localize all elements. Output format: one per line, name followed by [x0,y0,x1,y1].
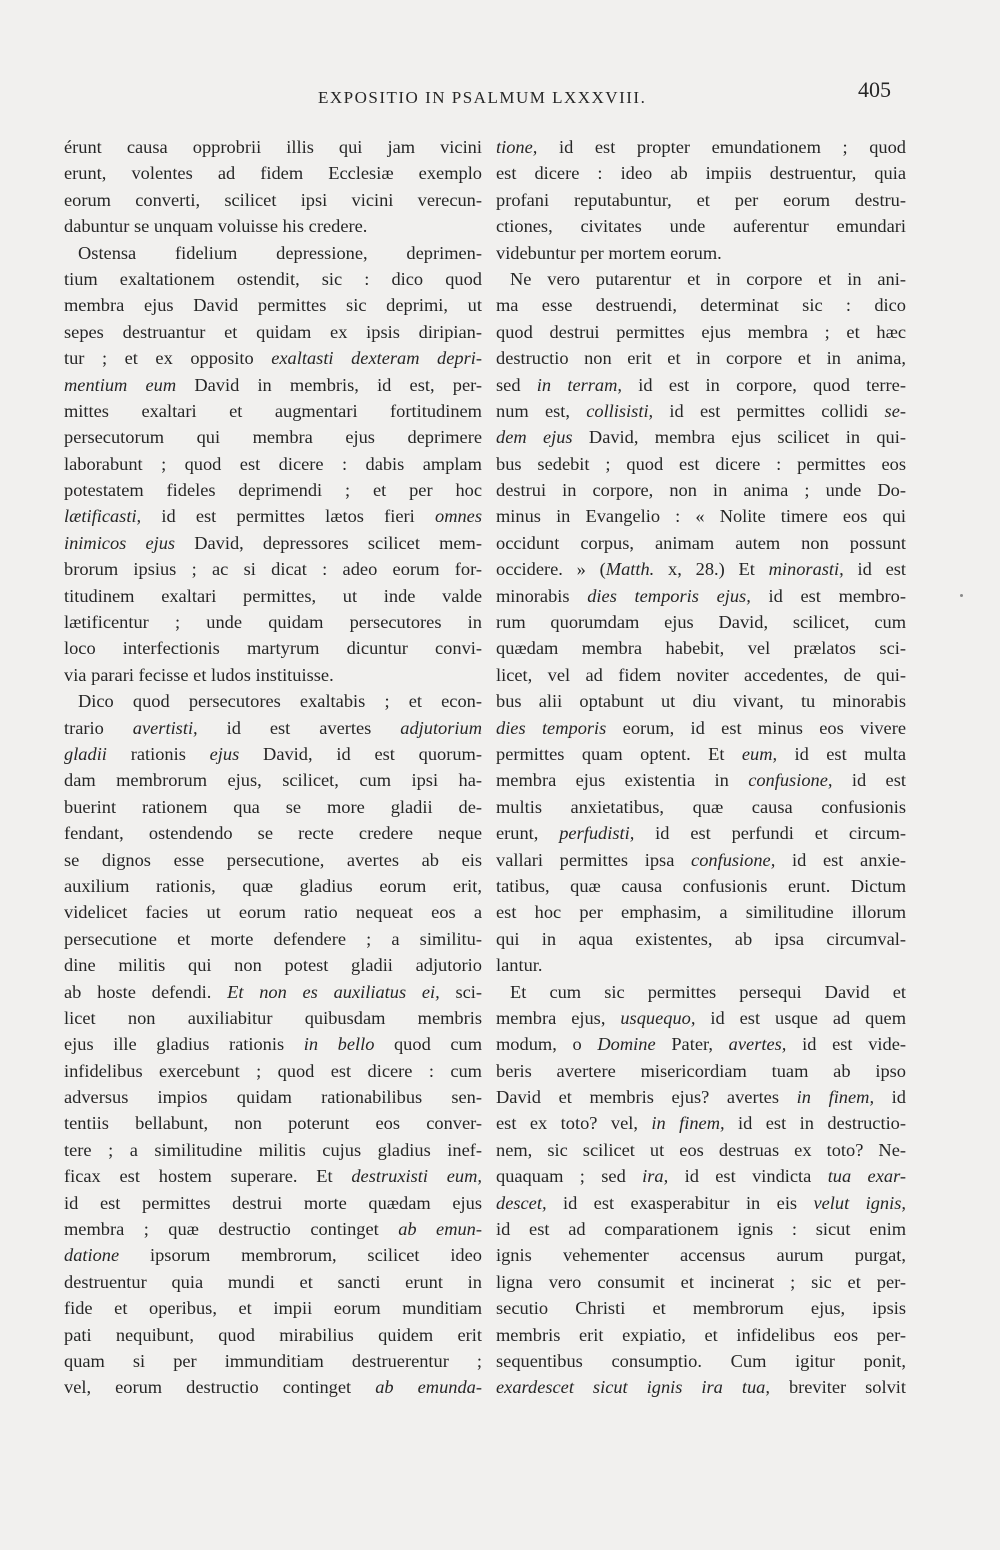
text-run: Pater, [655,1034,729,1055]
text-run: quod cum [374,1034,483,1055]
italic-quotation: dem ejus [496,427,573,448]
text-run: id est usque ad quem [695,1007,907,1028]
text-run: id est permittes lætos fieri [141,506,435,527]
right-column-line [496,1031,906,1057]
text-run: secutio Christi et membrorum ejus, ipsis [496,1298,906,1319]
left-column-line [64,1295,482,1321]
text-run: destrui in corpore, non in anima ; unde Do- [496,480,906,501]
left-column-line [64,847,482,873]
right-column-line [496,635,906,661]
text-run: erunt, volentes ad fidem Ecclesiæ exemplo [64,163,482,184]
text-run: id est in corpore, quod terre- [622,374,906,395]
italic-quotation: ira, [642,1166,669,1187]
right-text-column [496,134,906,1401]
text-run: vel, eorum destructio continget [64,1377,376,1398]
text-run: vallari permittes ipsa [496,849,692,870]
right-column-line [496,266,906,292]
right-column-line [496,609,906,635]
left-column-line [64,1348,482,1374]
text-run: quam si per immunditiam destruerentur ; [64,1350,482,1371]
text-run: sepes destruantur et quidam ex ipsis diripian- [64,321,482,342]
left-column-line [64,1242,482,1268]
left-column-line [64,1058,482,1084]
text-run: ipsorum membrorum, scilicet ideo [119,1245,482,1266]
left-column-line [64,873,482,899]
text-run: eorum converti, scilicet ipsi vicini verecun- [64,189,482,210]
text-run: érunt causa opprobrii illis qui jam vicini [64,137,482,157]
left-column-line [64,266,482,292]
italic-quotation: in finem, [651,1113,725,1134]
italic-quotation: ab emunda- [375,1377,482,1398]
text-run: trario [64,717,133,738]
text-run: breviter solvit [769,1377,906,1398]
text-run: minus in Evangelio : « Nolite timere eos qui [496,506,906,527]
text-run: x, 28.) Et [654,559,769,580]
text-run: persecutorum qui membra ejus deprimere [64,427,482,448]
text-run: David et membris ejus? avertes [496,1087,797,1108]
text-run: ficax est hostem superare. Et [64,1166,352,1187]
italic-quotation: datione [64,1245,120,1266]
text-run: id est perfundi et circum- [634,823,907,844]
running-title: EXPOSITIO IN PSALMUM LXXXVIII. [318,88,647,107]
right-column-line [496,1137,906,1163]
left-column-line [64,1374,482,1400]
text-run: bus sedebit ; quod est dicere : permittes eos [496,453,906,474]
text-run: quaquam ; sed [496,1166,643,1187]
left-column-line [64,134,482,160]
text-run: Ne vero putarentur et in corpore et in ani- [510,268,906,289]
left-column-line [64,1084,482,1110]
italic-quotation: descet, [496,1192,547,1213]
text-run: id est membro- [750,585,906,606]
text-run: buerint rationem qua se more gladii de- [64,796,482,817]
right-column-line [496,556,906,582]
right-column-line [496,715,906,741]
text-run: rum quorumdam ejus David, scilicet, cum [496,612,906,633]
italic-quotation: in bello [303,1034,375,1055]
right-column-line [496,662,906,688]
italic-quotation: Domine [597,1034,656,1055]
text-run: dabuntur se unquam voluisse his credere. [64,216,368,237]
text-run: titudinem exaltari permittes, ut inde valde [64,585,482,606]
right-column-line [496,1322,906,1348]
italic-quotation: lætificasti, [64,506,142,527]
right-column-line [496,688,906,714]
text-run: ma esse destruendi, determinat sic : dico [496,295,906,316]
left-column-line [64,345,482,371]
italic-quotation: Et non es auxiliatus ei, [227,981,440,1002]
left-column-line [64,213,482,239]
text-run: via parari fecisse et ludos instituisse. [64,664,334,685]
text-run: membra ejus David permittes sic deprimi, ut [64,295,482,316]
text-run: fide et operibus, et impii eorum munditiam [64,1298,482,1319]
text-run: quædam membra habebit, vel prælatos sci- [496,638,906,659]
text-run: id [874,1087,906,1108]
right-column-line [496,1190,906,1216]
text-run: brorum ipsius ; ac si dicat : adeo eorum for- [64,559,482,580]
text-run: quod destrui permittes ejus membra ; et hæc [496,321,906,342]
text-run: id est avertes [197,717,401,738]
left-column-line [64,319,482,345]
text-run: membris erit expiatio, et infidelibus eos per- [496,1324,906,1345]
right-column-line [496,319,906,345]
right-column-line [496,1348,906,1374]
text-run: tentiis bellabunt, non poterunt eos conver- [64,1113,482,1134]
italic-quotation: ab emun- [398,1219,482,1240]
text-run: id est permittes destrui morte quædam ejus [64,1192,482,1213]
italic-quotation: avertisti, [132,717,198,738]
italic-quotation: destruxisti eum, [351,1166,482,1187]
left-column-line [64,1269,482,1295]
italic-quotation: tua exar- [827,1166,906,1187]
italic-quotation: usquequo, [620,1007,696,1028]
right-column-line [496,451,906,477]
left-column-line [64,741,482,767]
right-column-line [496,899,906,925]
left-column-line [64,1005,482,1031]
text-run: tatibus, quæ causa confusionis erunt. Dictum [496,875,906,896]
text-run: videlicet facies ut eorum ratio nequeat eos a [64,902,482,923]
left-column-line [64,1190,482,1216]
text-run: Dico quod persecutores exaltabis ; et econ- [78,691,482,712]
text-run: David in membris, id est, per- [176,374,482,395]
left-column-line [64,1163,482,1189]
text-run: dine militis qui non potest gladii adjutorio [64,955,482,976]
right-column-line [496,398,906,424]
text-run: auxilium rationis, quæ gladius eorum erit, [64,875,482,896]
text-run: beris avertere misericordiam tuam ab ipso [496,1060,906,1081]
italic-quotation: inimicos ejus [64,532,176,553]
left-column-line [64,372,482,398]
left-column-line [64,899,482,925]
left-column-line [64,424,482,450]
text-run: tur ; et ex opposito [64,348,272,369]
italic-quotation: collisisti, [586,400,654,421]
right-column-line [496,160,906,186]
left-column-line [64,477,482,503]
left-column-line [64,530,482,556]
text-run: id est ad comparationem ignis : sicut enim [496,1219,906,1240]
text-run: potestatem fideles deprimendi ; et per hoc [64,480,482,501]
right-column-line [496,372,906,398]
text-run: nem, sic scilicet ut eos destruas ex toto? Ne- [496,1139,906,1160]
text-run: fendant, ostendendo se recte credere neque [64,823,482,844]
right-column-line [496,187,906,213]
italic-quotation: in terram, [536,374,623,395]
right-column-line [496,240,906,266]
left-column-line [64,1137,482,1163]
text-run: est ex toto? vel, [496,1113,652,1134]
italic-quotation: confusione, [691,849,776,870]
right-column-line [496,1374,906,1400]
italic-quotation: exardescet sicut ignis ira tua, [496,1377,770,1398]
left-column-line [64,583,482,609]
text-run: sci- [439,981,483,1002]
left-column-line [64,794,482,820]
text-run: destructio non erit et in corpore et in anima, [496,348,906,369]
text-run: bus alii optabunt ut diu vivant, tu minorabis [496,691,906,712]
right-column-line [496,1058,906,1084]
right-column-line [496,424,906,450]
right-column-line [496,767,906,793]
text-run: David, id est quorum- [239,743,482,764]
italic-quotation: tione, [496,137,538,157]
text-run: loco interfectionis martyrum dicuntur convi- [64,638,482,659]
italic-quotation: in finem, [796,1087,875,1108]
right-column-line [496,847,906,873]
text-run: id est vide- [786,1034,906,1055]
text-run: lætificentur ; unde quidam persecutores in [64,612,482,633]
italic-quotation: se- [884,400,906,421]
italic-quotation: confusione, [748,770,833,791]
right-column-line [496,1269,906,1295]
text-run: se dignos esse persecutione, avertes ab eis [64,849,482,870]
right-column-line [496,1242,906,1268]
right-column-line [496,1163,906,1189]
right-column-line [496,1110,906,1136]
italic-quotation: dies temporis [496,717,607,738]
left-column-line [64,635,482,661]
text-run: id est in destructio- [724,1113,907,1134]
text-run: profani reputabuntur, et per eorum destru- [496,189,906,210]
text-run: sed [496,374,537,395]
right-column-line [496,583,906,609]
text-run: membra ejus existentia in [496,770,749,791]
text-run: sequentibus consumptio. Cum igitur ponit, [496,1350,906,1371]
right-column-line [496,952,906,978]
text-run: pati nequibunt, quod mirabilius quidem erit [64,1324,482,1345]
text-run: rationis [106,743,210,764]
text-run: membra ; quæ destructio continget [64,1219,399,1240]
text-run: infidelibus exercebunt ; quod est dicere : cum [64,1060,482,1081]
text-run: id est propter emundationem ; quod [537,137,906,157]
right-column-line [496,1295,906,1321]
italic-quotation: minorasti, [768,559,844,580]
text-run: mittes exaltari et augmentari fortitudinem [64,400,482,421]
right-column-line [496,794,906,820]
text-run: David, depressores scilicet mem- [175,532,482,553]
text-run: ab hoste defendi. [64,981,228,1002]
right-column-line [496,926,906,952]
right-column-line [496,873,906,899]
text-run: membra ejus, [496,1007,621,1028]
right-column-line [496,741,906,767]
italic-quotation: mentium eum [64,374,177,395]
italic-quotation: omnes [435,506,482,527]
left-column-line [64,979,482,1005]
text-run: qui in aqua existentes, ab ipsa circumval- [496,928,906,949]
right-column-line [496,820,906,846]
text-run: modum, o [496,1034,598,1055]
italic-quotation: perfudisti, [559,823,635,844]
text-run: est dicere : ideo ab impiis destruentur, quia [496,163,906,184]
text-run: id est permittes collidi [653,400,885,421]
text-run: permittes quam optent. Et [496,743,742,764]
text-run: minorabis [496,585,588,606]
text-run: licet non auxiliabitur quibusdam membris [64,1007,482,1028]
right-column-line [496,134,906,160]
italic-quotation: gladii [64,743,107,764]
text-run: id est [832,770,906,791]
left-column-line [64,240,482,266]
italic-quotation: exaltasti dexteram depri- [271,348,482,369]
right-column-line [496,345,906,371]
margin-speck [960,594,963,597]
text-run: multis anxietatibus, quæ causa confusionis [496,796,906,817]
right-column-line [496,477,906,503]
left-column-line [64,1216,482,1242]
italic-quotation: avertes, [728,1034,787,1055]
left-text-column [64,134,482,1401]
left-column-line [64,609,482,635]
text-run: lantur. [496,955,543,976]
text-run: occidere. » ( [496,559,606,580]
text-run: id est exasperabitur in eis [546,1192,814,1213]
text-run: Et cum sic permittes persequi David et [510,981,906,1002]
text-run: dam membrorum ejus, scilicet, cum ipsi ha- [64,770,482,791]
italic-quotation: dies temporis ejus, [587,585,751,606]
text-run: destruentur quia mundi et sancti erunt in [64,1271,482,1292]
italic-quotation: eum, [741,743,778,764]
text-run: id est [843,559,907,580]
text-run: ligna vero consumit et incinerat ; sic et per- [496,1271,906,1292]
page-number: 405 [858,77,891,102]
left-column-line [64,662,482,688]
left-column-line [64,715,482,741]
text-run: ejus ille gladius rationis [64,1034,304,1055]
left-column-line [64,556,482,582]
italic-quotation: ejus [209,743,240,764]
text-run: videbuntur per mortem eorum. [496,242,722,263]
text-run: occidunt corpus, animam autem non possunt [496,532,906,553]
text-run: id est anxie- [775,849,906,870]
text-run: erunt, [496,823,560,844]
left-column-line [64,952,482,978]
left-column-line [64,503,482,529]
right-column-line [496,503,906,529]
left-column-line [64,1031,482,1057]
left-column-line [64,160,482,186]
left-column-line [64,398,482,424]
text-run: eorum, id est minus eos vivere [606,717,907,738]
left-column-line [64,1322,482,1348]
left-column-line [64,1110,482,1136]
text-run: num est, [496,400,587,421]
text-run: ctiones, civitates unde auferentur emundari [496,216,906,237]
text-run: David, membra ejus scilicet in qui- [572,427,906,448]
left-column-line [64,187,482,213]
right-column-line [496,1084,906,1110]
left-column-line [64,767,482,793]
italic-quotation: Matth. [605,559,655,580]
right-column-line [496,292,906,318]
left-column-line [64,688,482,714]
italic-quotation: velut ignis, [813,1192,906,1213]
right-column-line [496,979,906,1005]
left-column-line [64,820,482,846]
text-run: est hoc per emphasim, a similitudine illorum [496,902,906,923]
right-column-line [496,213,906,239]
text-run: tere ; a similitudine militis cujus gladius inef- [64,1139,482,1160]
text-run: id est multa [777,743,906,764]
text-run: ignis vehementer accensus aurum purgat, [496,1245,906,1266]
left-column-line [64,926,482,952]
text-run: laborabunt ; quod est dicere : dabis amplam [64,453,482,474]
left-column-line [64,292,482,318]
right-column-line [496,530,906,556]
text-run: Ostensa fidelium depressione, deprimen- [78,242,482,263]
left-column-line [64,451,482,477]
right-column-line [496,1005,906,1031]
text-run: tium exaltationem ostendit, sic : dico quod [64,268,482,289]
italic-quotation: adjutorium [400,717,482,738]
text-run: id est vindicta [668,1166,828,1187]
text-run: licet, vel ad fidem noviter accedentes, de qui- [496,664,906,685]
text-run: persecutione et morte defendere ; a similitu- [64,928,482,949]
right-column-line [496,1216,906,1242]
text-run: adversus impios quidam rationabilibus sen- [64,1087,482,1108]
